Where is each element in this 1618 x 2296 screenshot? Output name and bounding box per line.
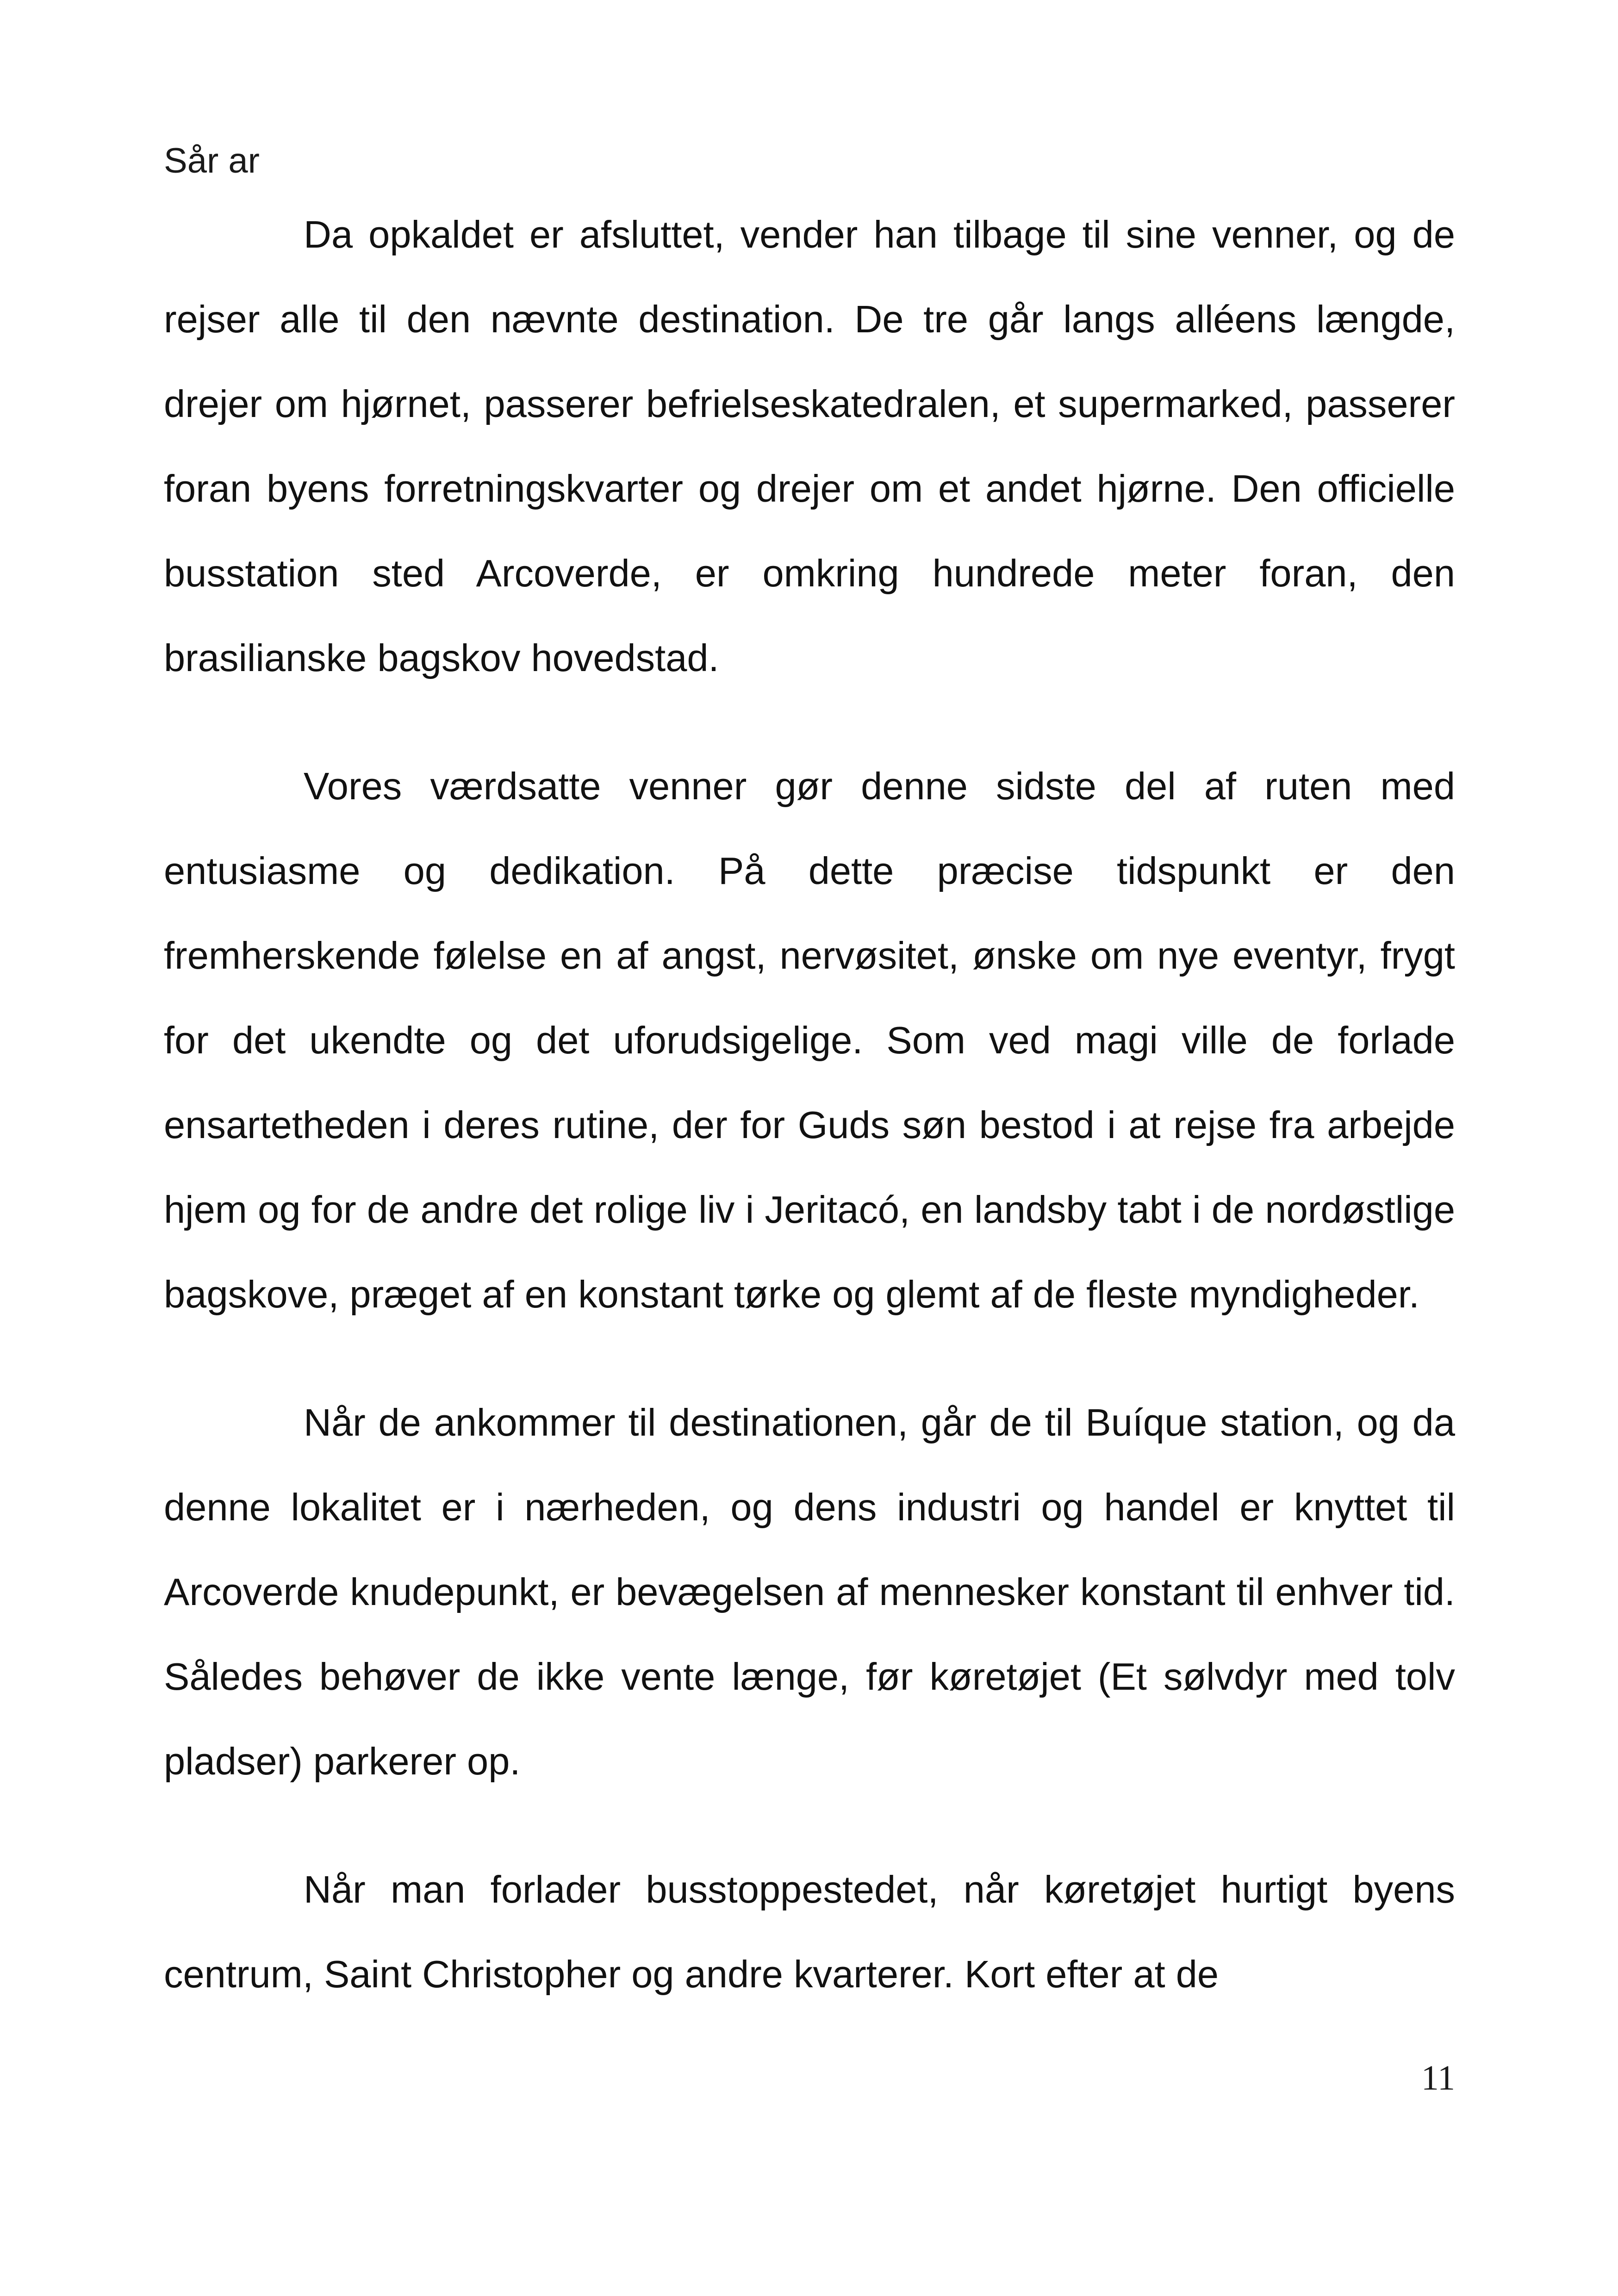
body-text (164, 192, 1455, 2016)
paragraph: Vores værdsatte venner gør denne sidste del af ruten med entusiasme og dedikation. På dette præcise tidspunkt er den fremherskende følelse en af angst, nervøsitet, ønske om nye eventyr, frygt for det ukendte og det uforudsigelige. Som ved magi ville de forlade ensartetheden i deres rutine, der for Guds søn bestod i at rejse fra arbejde hjem og for de andre det rolige liv i Jeritacó, en landsby tabt i de nordøstlige bagskove, præget af en konstant tørke og glemt af de fleste myndigheder. (164, 765, 1455, 1316)
running-header-title: Sår ar (164, 141, 260, 180)
paragraph: Da opkaldet er afsluttet, vender han tilbage til sine venner, og de rejser alle til den nævnte destination. De tre går langs alléens længde, drejer om hjørnet, passerer befrielseskatedralen, et supermarked, passerer foran byens forretningskvarter og drejer om et andet hjørne. Den officielle busstation sted Arcoverde, er omkring hundrede meter foran, den brasilianske bagskov hovedstad. (164, 213, 1455, 679)
page-number: 11 (1421, 2059, 1455, 2097)
paragraph: Når man forlader busstoppestedet, når køretøjet hurtigt byens centrum, Saint Christopher og andre kvarterer. Kort efter at de (164, 1868, 1455, 1996)
paragraph: Når de ankommer til destinationen, går de til Buíque station, og da denne lokalitet er i nærheden, og dens industri og handel er knyttet til Arcoverde knudepunkt, er bevægelsen af mennesker konstant til enhver tid. Således behøver de ikke vente længe, før køretøjet (Et sølvdyr med tolv pladser) parkerer op. (164, 1401, 1455, 1783)
